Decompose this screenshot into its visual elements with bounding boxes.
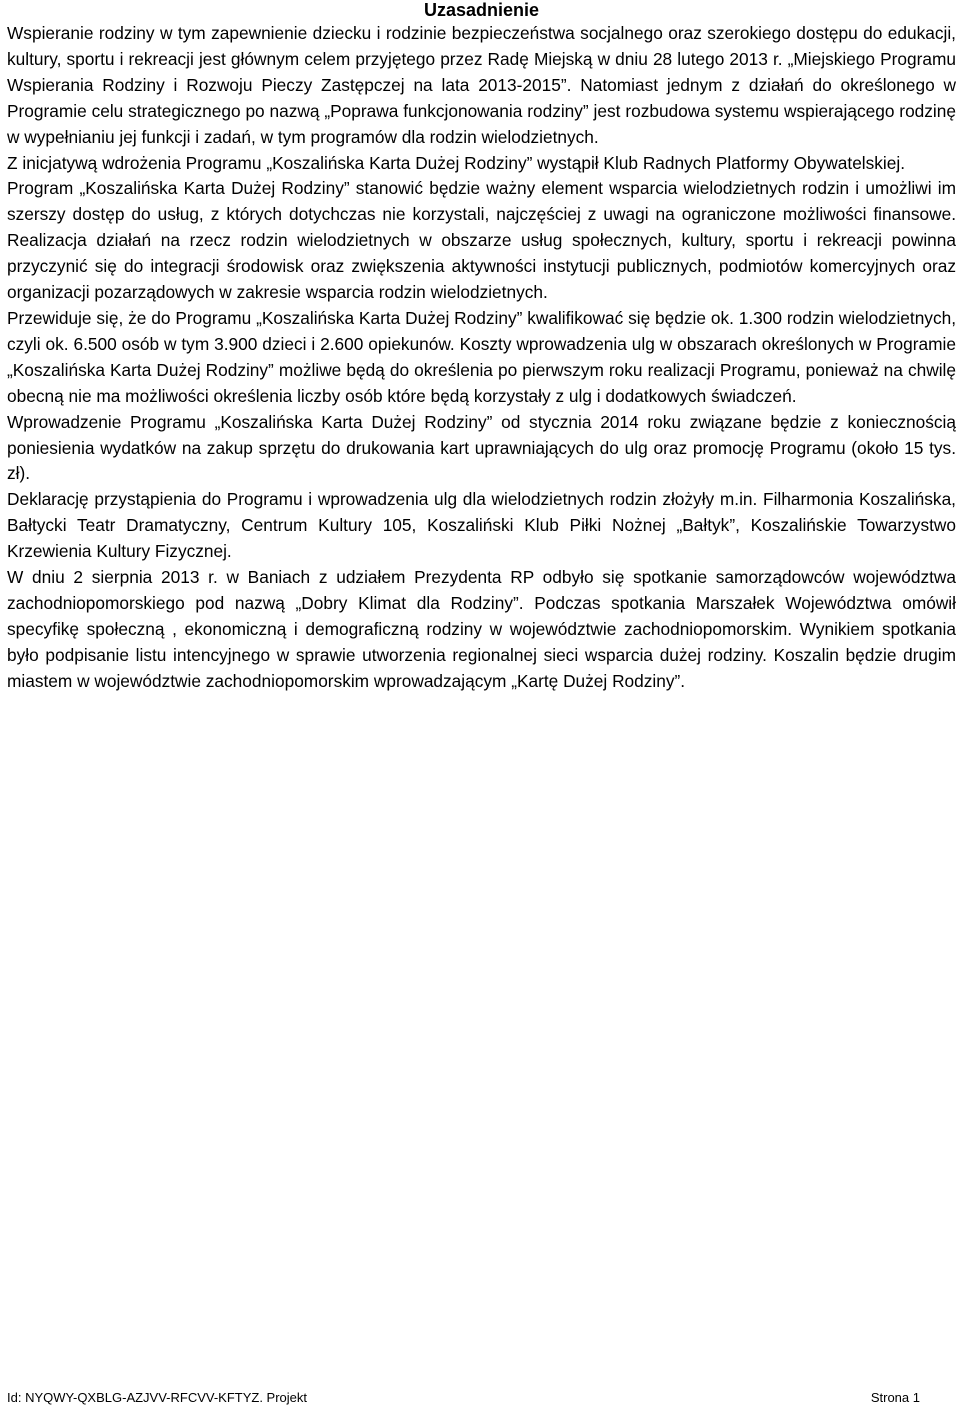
paragraph-estimate: Przewiduje się, że do Programu „Koszalińska Karta Dużej Rodziny” kwalifikować się będzie ok. 1.300 rodzin wielodzietnych, czyli ok. 6.500 osób w tym 3.900 dzieci i 2.600 opiekunów. Koszty wprowadzenia ulg w obszarach określonych w Programie „Koszalińska Karta Dużej Rodziny” możliwe będą do określenia po pierwszym roku realizacji Programu, ponieważ na chwilę obecną nie ma możliwości określenia liczby osób które będą korzystały z ulg i dodatkowych świadczeń. <box>7 307 956 406</box>
document-id: Id: NYQWY-QXBLG-AZJVV-RFCVV-KFTYZ. Projekt <box>7 1390 308 1405</box>
page-number: Strona 1 <box>870 1390 920 1405</box>
paragraph-intro: Wspieranie rodziny w tym zapewnienie dziecku i rodzinie bezpieczeństwa socjalnego oraz szerokiego dostępu do edukacji, kultury, sportu i rekreacji jest głównym celem przyjętego przez Radę Miejską w dniu 28 lutego 2013 r. „Miejskiego Programu Wspierania Rodziny i Rozwoju Pieczy Zastępczej na lata 2013-2015”. Natomiast jednym z działań do określonego w Programie celu strategicznego po nazwą „Poprawa funkcjonowania rodziny” jest rozbudowa systemu wspierającego rodzinę w wypełnianiu jej funkcji i zadań, w tym programów dla rodzin wielodzietnych. <box>7 23 956 147</box>
document-page <box>7 0 956 695</box>
paragraph-meeting: W dniu 2 sierpnia 2013 r. w Baniach z udziałem Prezydenta RP odbyło się spotkanie samorządowców województwa zachodniopomorskiego pod nazwą „Dobry Klimat dla Rodziny”. Podczas spotkania Marszałek Województwa omówił specyfikę społeczną , ekonomiczną i demograficzną rodziny w województwie zachodniopomorskim. Wynikiem spotkania było podpisanie listu intencyjnego w sprawie utworzenia regionalnej sieci wsparcia dużej rodziny. Koszalin będzie drugim miastem w województwie zachodniopomorskim wprowadzającym „Kartę Dużej Rodziny”. <box>7 567 956 691</box>
document-title: Uzasadnienie <box>423 0 540 20</box>
paragraph-program: Program „Koszalińska Karta Dużej Rodziny” stanowić będzie ważny element wsparcia wielodzietnych rodzin i umożliwi im szerszy dostęp do usług, z których dotychczas nie korzystali, najczęściej z uwagi na ograniczone możliwości finansowe. Realizacja działań na rzecz rodzin wielodzietnych w obszarze usług społecznych, kultury, sportu i rekreacji powinna przyczynić się do integracji środowisk oraz zwiększenia aktywności instytucji publicznych, podmiotów komercyjnych oraz organizacji pozarządowych w zakresie wsparcia rodzin wielodzietnych. <box>7 178 956 303</box>
paragraph-initiative: Z inicjatywą wdrożenia Programu „Koszalińska Karta Dużej Rodziny” wystąpił Klub Radnych Platformy Obywatelskiej. <box>7 152 906 173</box>
paragraph-declarations: Deklarację przystąpienia do Programu i wprowadzenia ulg dla wielodzietnych rodzin złożyły m.in. Filharmonia Koszalińska, Bałtycki Teatr Dramatyczny, Centrum Kultury 105, Koszaliński Klub Piłki Nożnej „Bałtyk”, Koszalińskie Towarzystwo Krzewienia Kultury Fizycznej. <box>7 489 956 562</box>
page-footer <box>7 1390 920 1406</box>
paragraph-costs: Wprowadzenie Programu „Koszalińska Karta Dużej Rodziny” od stycznia 2014 roku związane będzie z koniecznością poniesienia wydatków na zakup sprzętu do drukowania kart uprawniających do ulg oraz promocję Programu (około 15 tys. zł). <box>7 411 956 484</box>
